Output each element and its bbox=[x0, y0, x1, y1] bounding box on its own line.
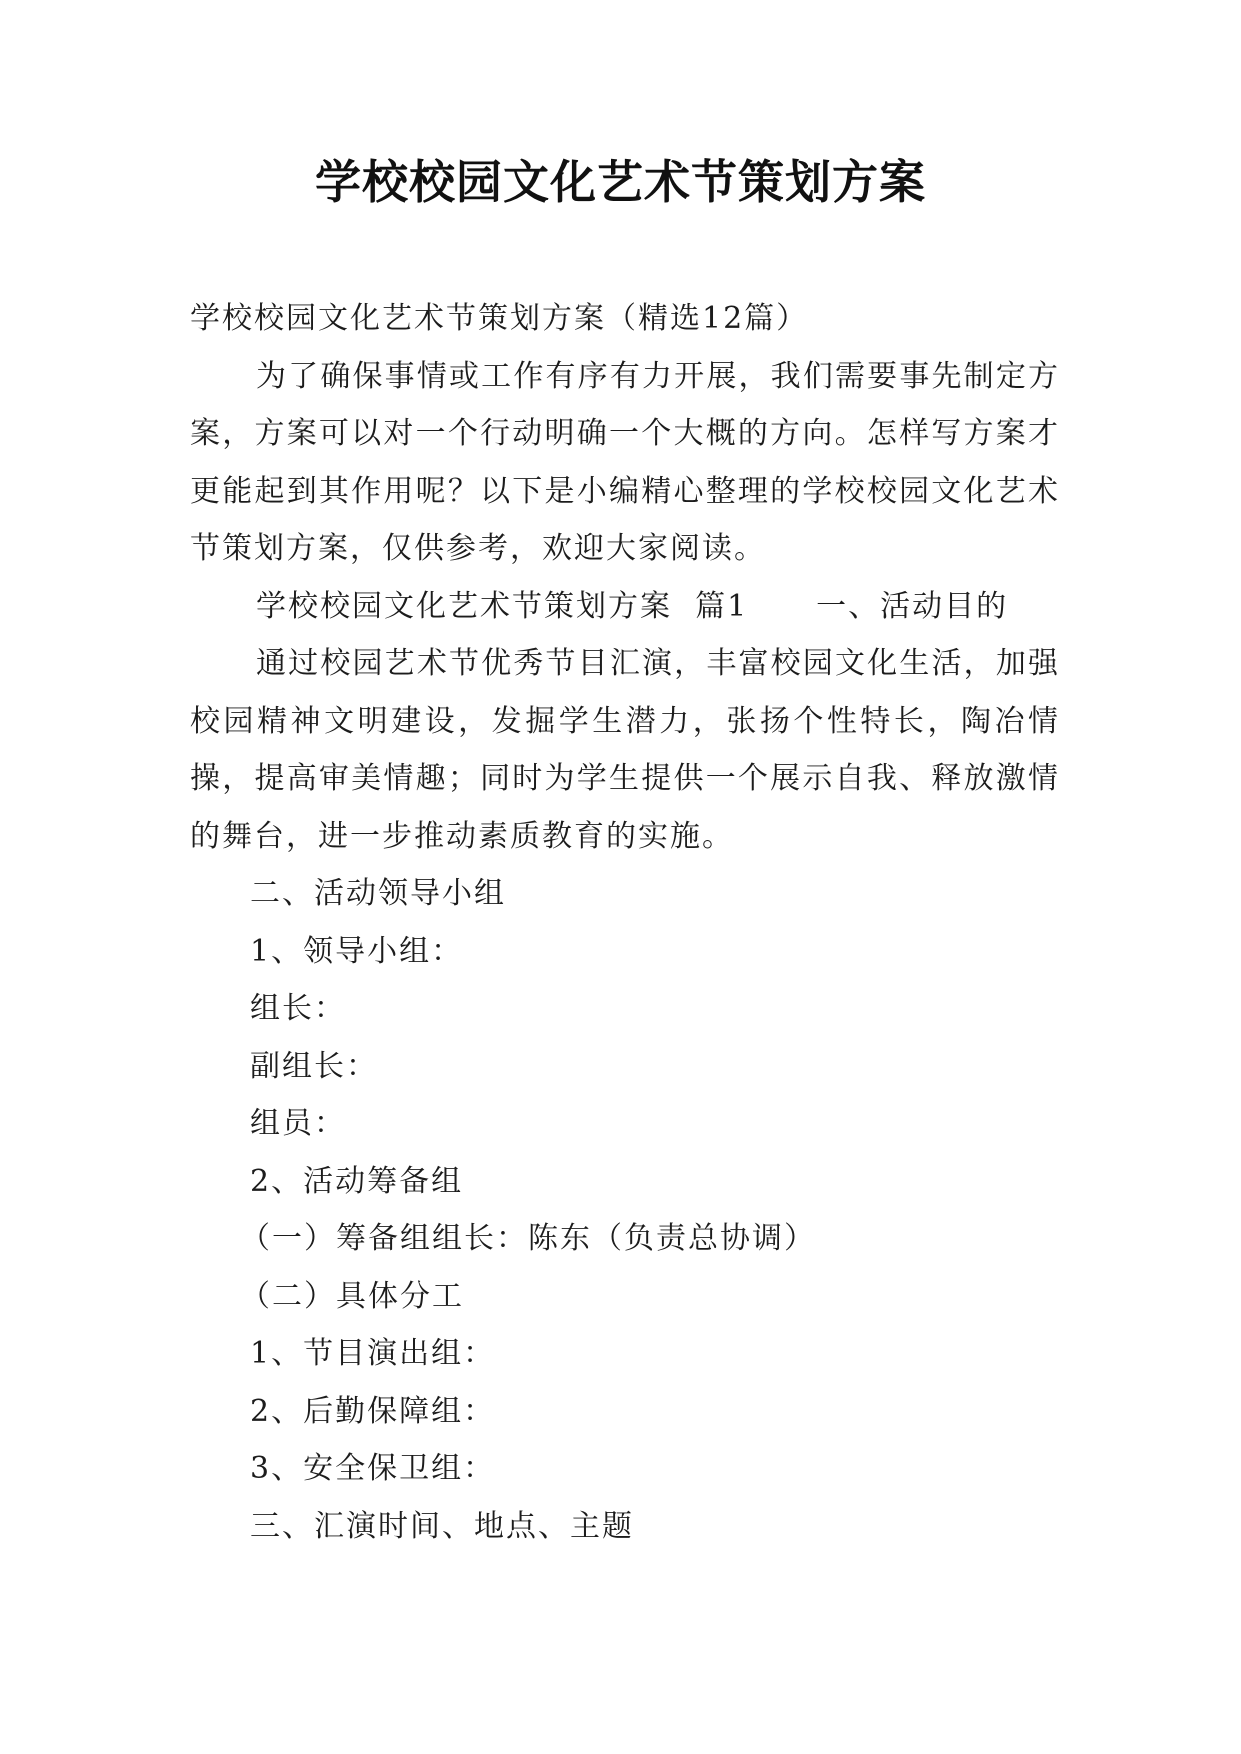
section-item-purpose: 一、活动目的 bbox=[816, 588, 1009, 624]
document-body bbox=[190, 290, 1060, 1555]
list-item: 1、领导小组： bbox=[250, 933, 464, 969]
intro-paragraph: 为了确保事情或工作有序有力开展，我们需要事先制定方案，方案可以对一个行动明确一个大概的方向。怎样写方案才更能起到其作用呢？以下是小编精心整理的学校校园文化艺术节策划方案，仅供参考，欢迎大家阅读。 bbox=[190, 358, 1060, 566]
list-item: 3、安全保卫组： bbox=[250, 1451, 496, 1486]
list-item: 二、活动领导小组 bbox=[250, 876, 506, 911]
list-item: 副组长： bbox=[250, 1048, 378, 1084]
section-heading: 学校校园文化艺术节策划方案 篇1 bbox=[256, 588, 749, 624]
list-item: 2、活动筹备组 bbox=[250, 1163, 464, 1199]
purpose-paragraph: 通过校园艺术节优秀节目汇演，丰富校园文化生活，加强校园精神文明建设，发掘学生潜力，张扬个性特长，陶冶情操，提高审美情趣；同时为学生提供一个展示自我、释放激情的舞台，进一步推动素质教育的实施。 bbox=[190, 646, 1060, 854]
list-item: 组员： bbox=[250, 1106, 346, 1141]
section-heading-line bbox=[190, 578, 1060, 636]
list-item: 组长： bbox=[250, 991, 346, 1026]
document-subtitle: 学校校园文化艺术节策划方案（精选12篇） bbox=[190, 301, 809, 336]
list-item: （二）具体分工 bbox=[240, 1278, 464, 1314]
list-item: 1、节目演出组： bbox=[250, 1336, 496, 1371]
list-item: 三、汇演时间、地点、主题 bbox=[250, 1508, 634, 1544]
document-title: 学校校园文化艺术节策划方案 bbox=[315, 155, 926, 209]
list-item: 2、后勤保障组： bbox=[250, 1393, 496, 1429]
list-item: （一）筹备组组长：陈东（负责总协调） bbox=[240, 1221, 816, 1256]
